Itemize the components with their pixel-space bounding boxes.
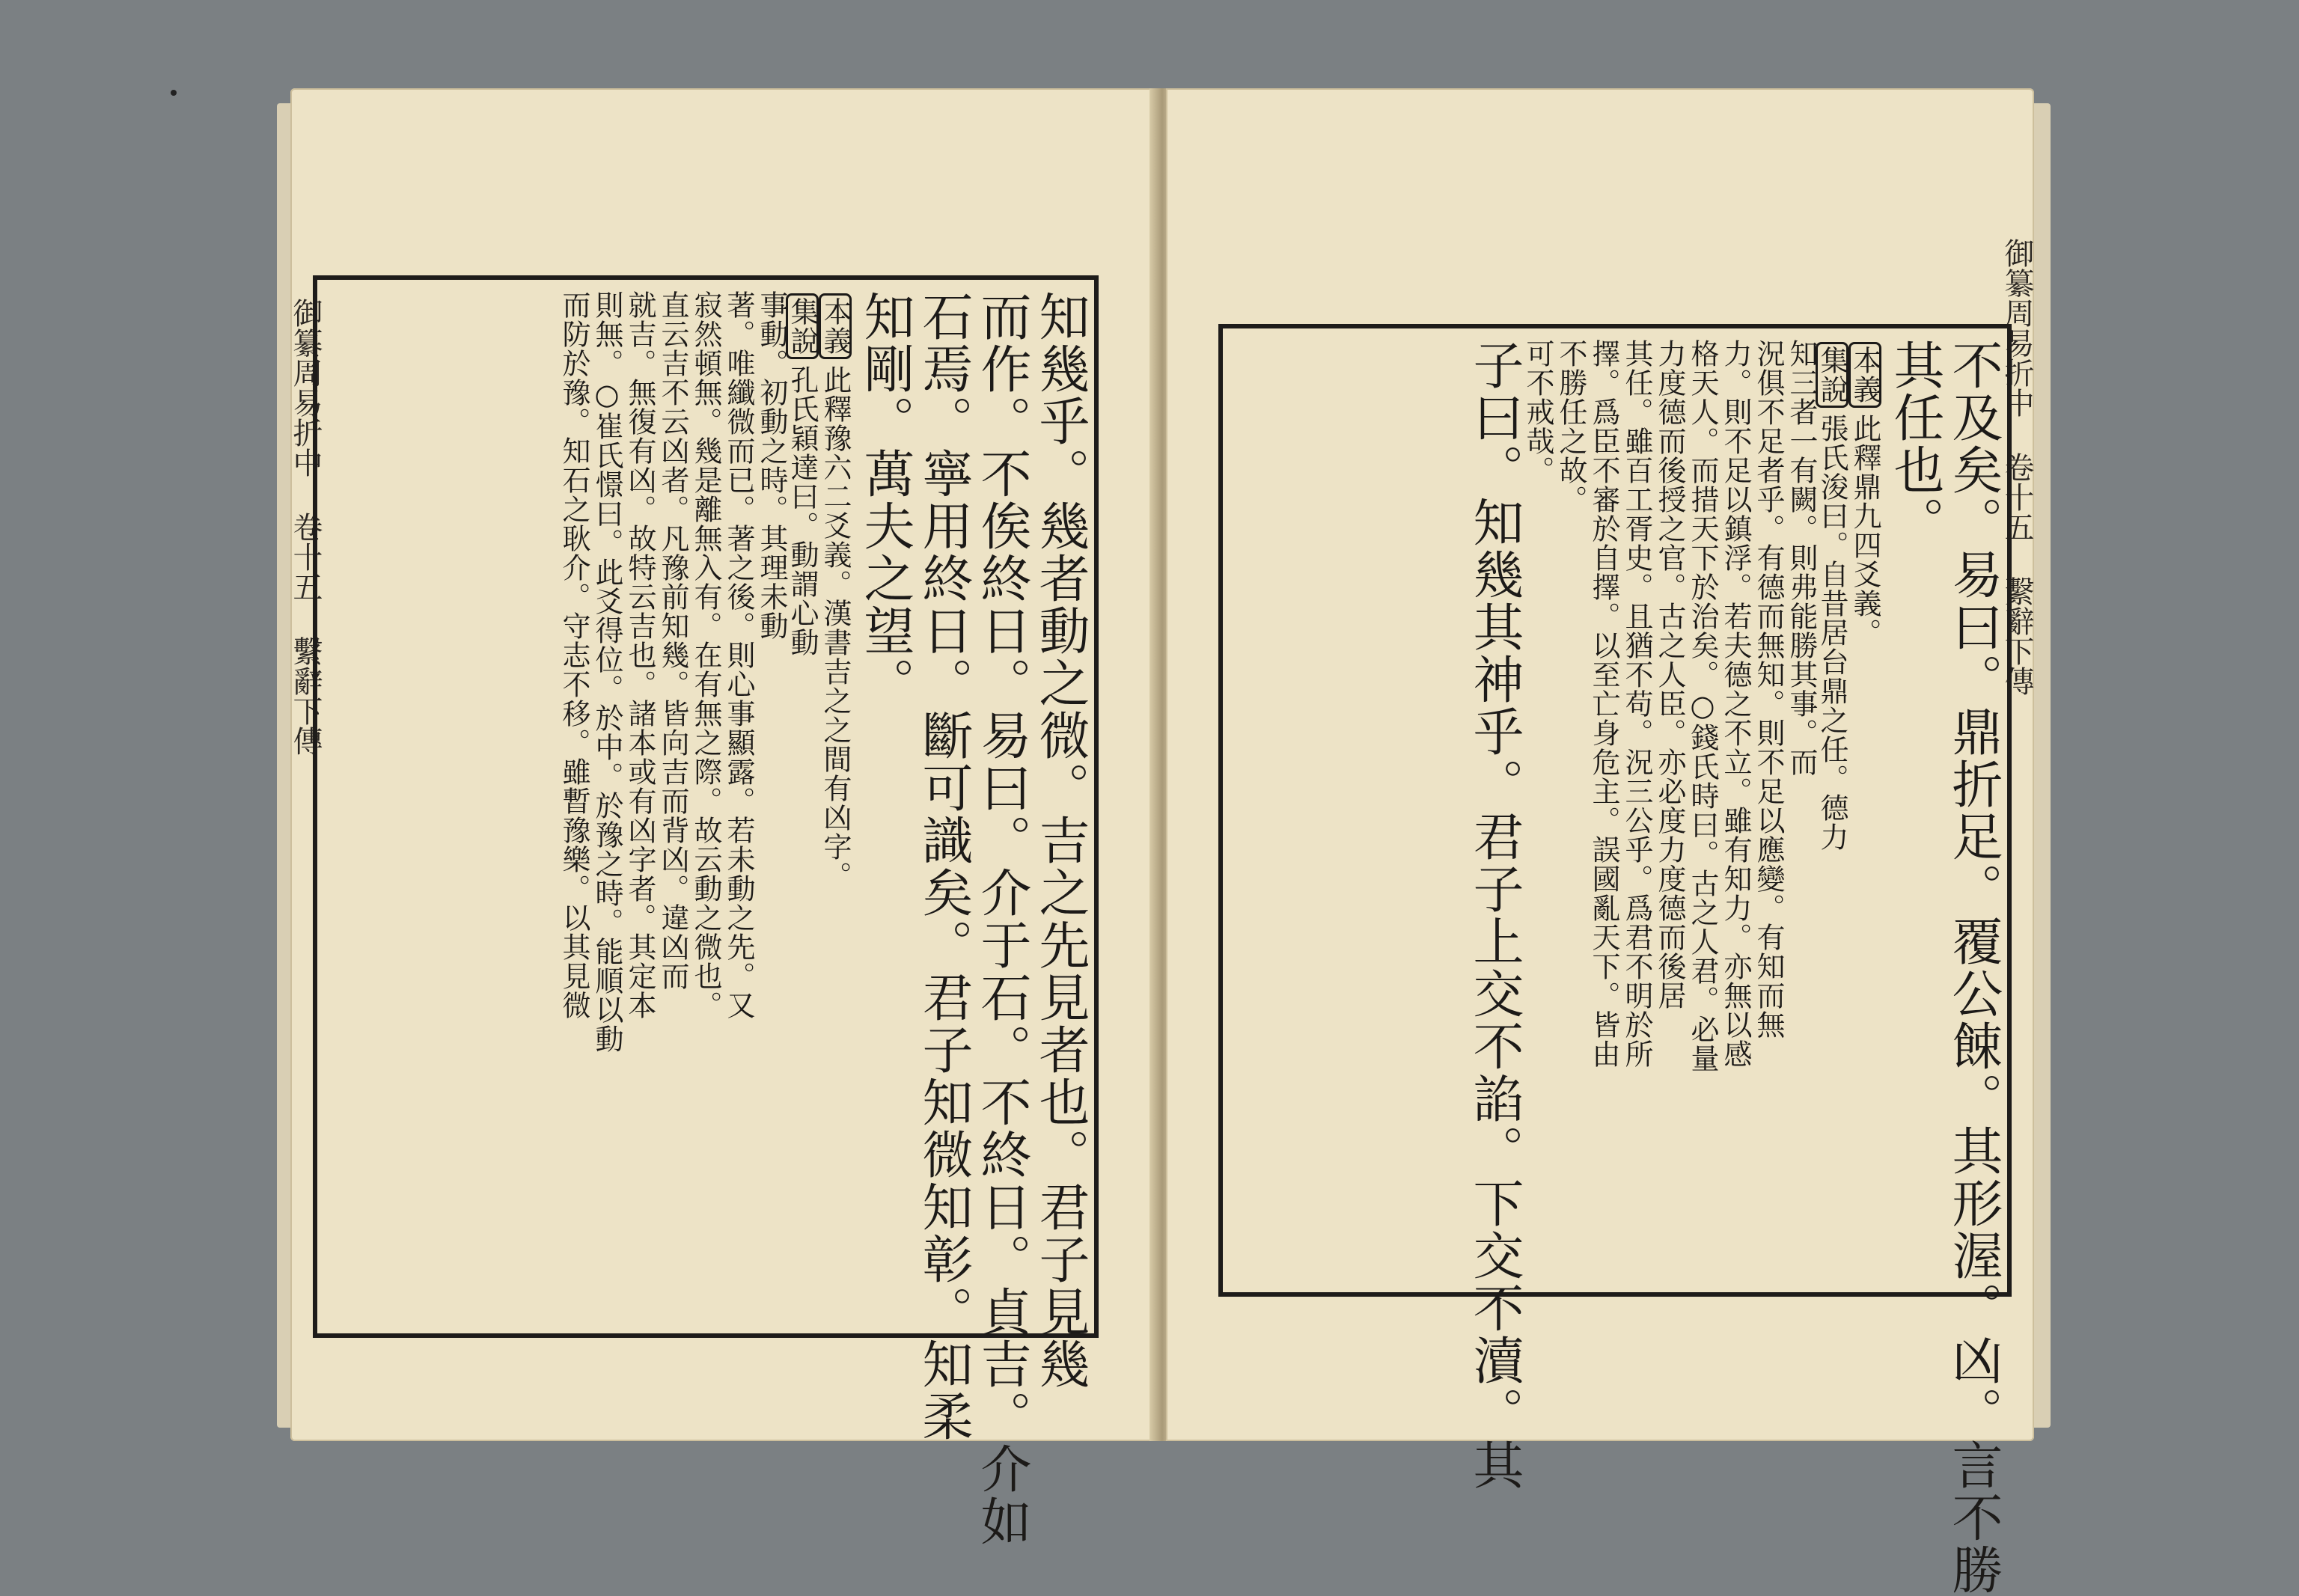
right-text-frame [1218,324,2012,1596]
right-page [1166,88,2034,1596]
ink-dot [171,90,177,96]
main-column: 而作。不俟終日。易曰。介于石。不終日。貞吉。介如 [972,290,1031,1547]
main-column: 知剛。萬夫之望。 [855,290,915,709]
note-column: 力度德而後授之官。古之人臣。亦必度力度德而後居 [1653,339,1686,1010]
note-column: 則無。○崔氏憬曰。此爻得位。於中。於豫之時。能順以動 [590,290,623,1054]
note-column: 力。則不足以鎮浮。若夫德之不立。雖有知力。亦無以感 [1719,339,1752,1068]
main-column: 石焉。寧用終日。斷可識矣。君子知微知彰。知柔 [914,290,973,1443]
note-column: 知三者一有闕。則弗能勝其事。而 [1785,339,1818,777]
note-column: 其任。雖百工胥史。且猶不苟。況三公乎。爲君不明於所 [1620,339,1653,1068]
note-text: 孔氏穎達曰。動謂心動 [786,365,819,657]
left-margin-label: 御纂周易折中 卷十五 繫辭下傳 [288,298,323,756]
benyi-tag: 本義 [819,293,852,359]
main-column: 子曰。知幾其神乎。君子上交不諂。下交不瀆。其 [1465,339,1524,1491]
main-column: 其任也。 [1885,339,1944,548]
note-column: 直云吉不云凶者。凡豫前知幾。皆向吉而背凶。違凶而 [656,290,689,991]
note-column: 格天人。而措天下於治矣。○錢氏時曰。古之人君。必量 [1686,339,1719,1073]
left-text-frame [313,275,1099,1547]
note-column: 就吉。無復有凶。故特云吉也。諸本或有凶字者。其定本 [623,290,656,1020]
benyi-tag: 本義 [1848,342,1881,408]
note-column [1848,339,1881,647]
jishuo-tag: 集說 [786,293,819,359]
note-column: 著。唯纖微而已。著之後。則心事顯露。若未動之先。又 [722,290,755,1020]
note-column [1816,339,1848,851]
main-column: 知幾乎。幾者動之微。吉之先見者也。君子見幾 [1031,290,1090,1390]
note-text: 張氏浚曰。自昔居台鼎之任。德力 [1816,414,1848,851]
note-text: 此釋豫六二爻義。漢書吉之之間有凶字。 [819,365,852,890]
note-column: 寂然頓無。幾是離無入有。在有無之際。故云動之微也。 [689,290,722,1020]
note-column: 不勝任之故。 [1554,339,1587,514]
left-page [288,88,1158,1547]
note-column: 可不戒哉。 [1521,339,1554,485]
note-column: 況俱不足者乎。有德而無知。則不足以應變。有知而無 [1752,339,1785,1039]
note-column [819,290,852,890]
right-margin-label: 御纂周易折中 卷十五 繫辭下傳 [2000,238,2034,696]
note-column: 事動。初動之時。其理未動 [755,290,788,640]
note-column: 擇。爲臣不審於自擇。以至亡身危主。誤國亂天下。皆由 [1587,339,1620,1068]
note-text: 此釋鼎九四爻義。 [1848,414,1881,647]
note-column: 而防於豫。知石之耿介。守志不移。雖暫豫樂。以其見微 [558,290,590,1020]
main-column: 不及矣。易曰。鼎折足。覆公餗。其形渥。凶。言不勝 [1944,339,2003,1596]
open-book [288,88,2034,1596]
note-column [786,290,819,657]
jishuo-tag: 集說 [1816,342,1848,408]
